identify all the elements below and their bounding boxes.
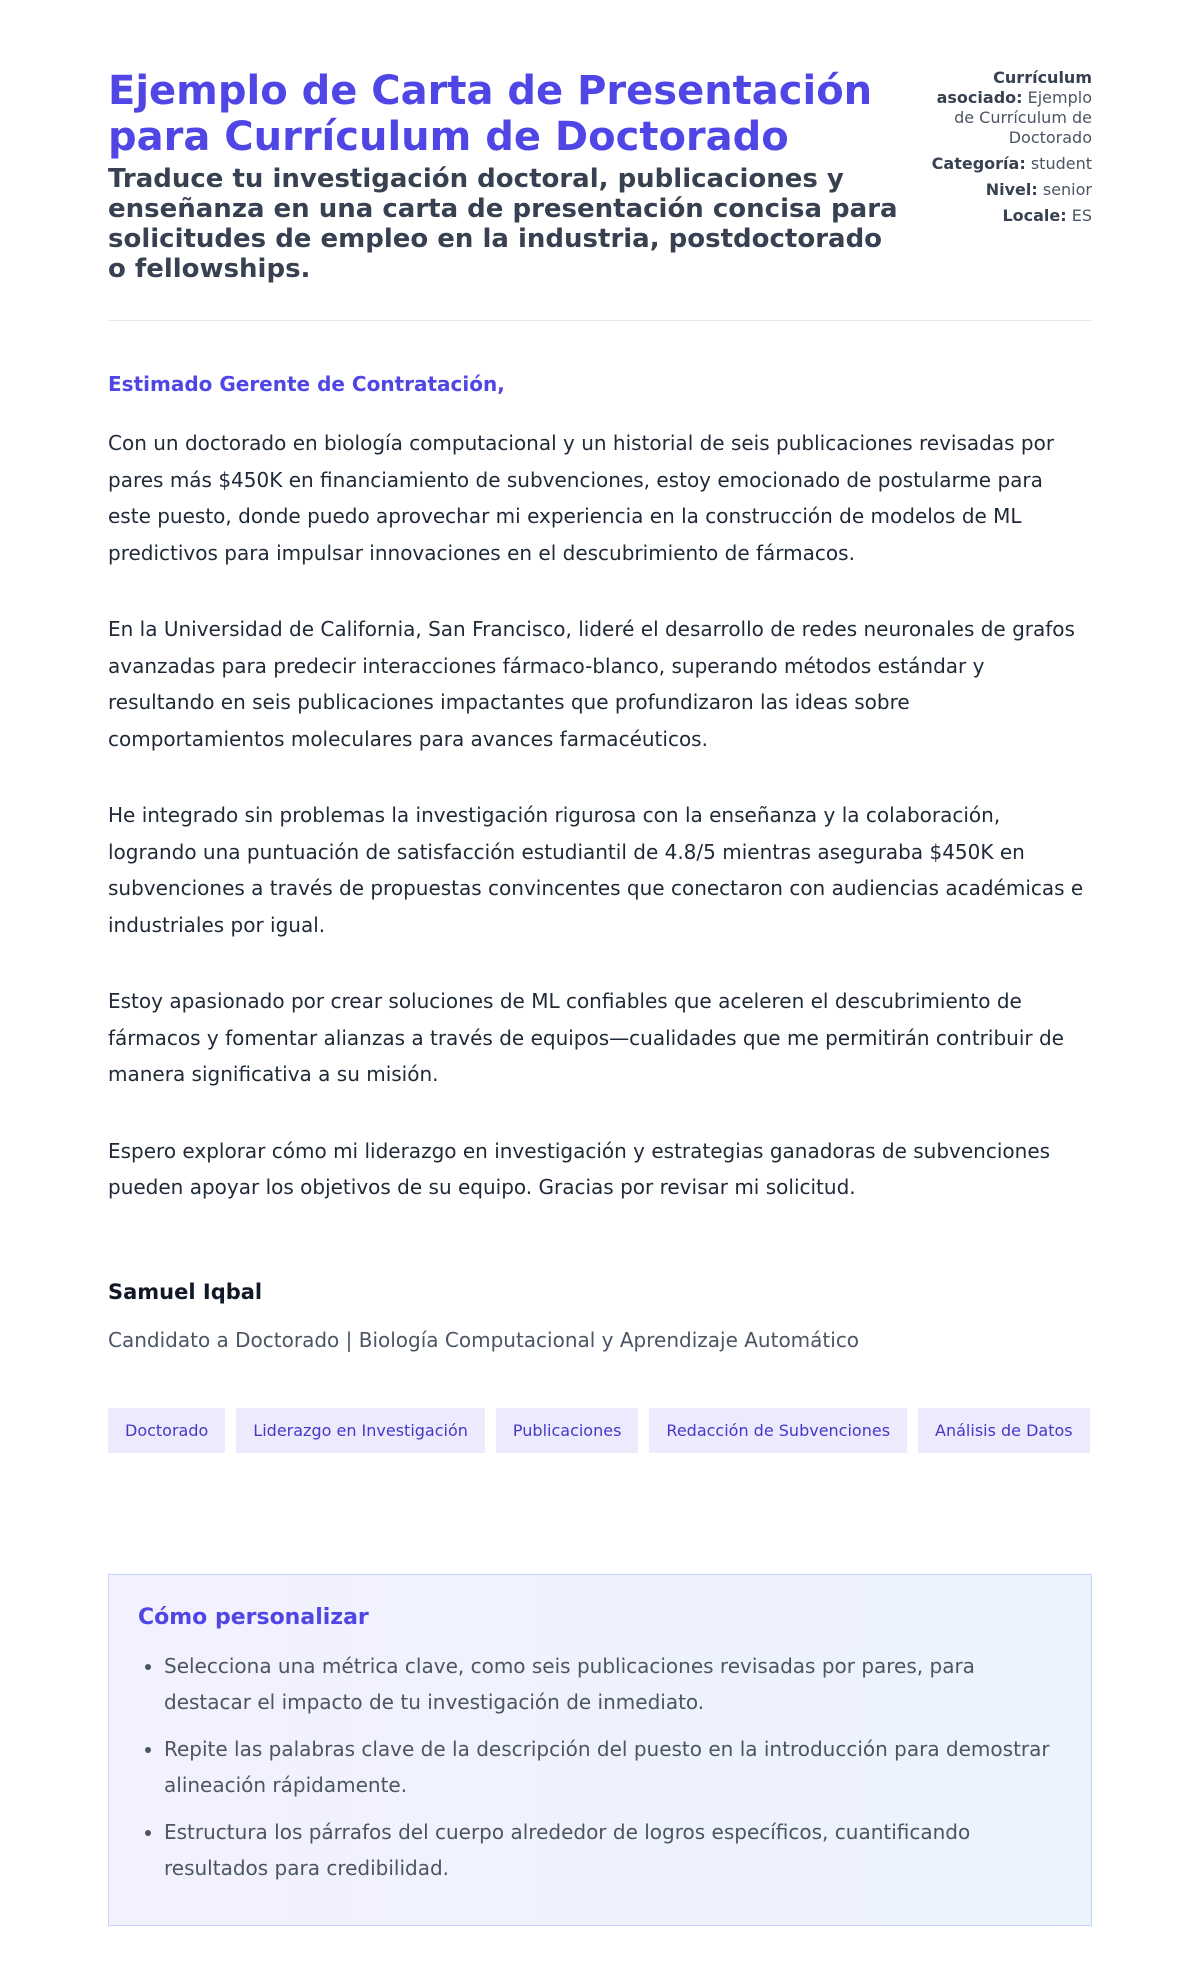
letter-paragraph: He integrado sin problemas la investigación rigurosa con la enseñanza y la colaboración, logrando una puntuación de satisfacción estudiantil de 4.8/5 mientras aseguraba $450K en subvenciones a través de propuestas convincentes que conectaron con audiencias académicas e industriales por igual.	[108, 803, 1084, 937]
signature-name: Samuel Iqbal	[108, 1279, 263, 1304]
tag-list	[108, 1408, 1092, 1453]
customize-tips-box	[108, 1574, 1092, 1926]
meta-panel	[917, 68, 1092, 232]
tips-title: Cómo personalizar	[138, 1605, 369, 1630]
page-header	[108, 68, 1092, 284]
page-title: Ejemplo de Carta de Presentación para Currículum de Doctorado	[108, 68, 873, 160]
tip-item: • Estructura los párrafos del cuerpo alrededor de logros específicos, cuantificando resultados para credibilidad.	[164, 1814, 1062, 1886]
meta-locale-value: ES	[1071, 206, 1092, 225]
tag-chip: Publicaciones	[496, 1408, 639, 1453]
tip-item: • Repite las palabras clave de la descripción del puesto en la introducción para demostrar alineación rápidamente.	[164, 1731, 1062, 1803]
meta-resume-value: Ejemplo de Currículum de Doctorado	[954, 88, 1092, 147]
signature-title: Candidato a Doctorado | Biología Computacional y Aprendizaje Automático	[108, 1327, 860, 1352]
meta-level-value: senior	[1042, 180, 1092, 199]
tag-chip: Redacción de Subvenciones	[649, 1408, 907, 1453]
meta-category-value: student	[1030, 154, 1092, 173]
header-divider	[108, 320, 1092, 321]
meta-locale	[917, 206, 1092, 226]
tag-chip: Liderazgo en Investigación	[236, 1408, 485, 1453]
tag-chip: Doctorado	[108, 1408, 225, 1453]
tip-item: • Selecciona una métrica clave, como seis publicaciones revisadas por pares, para destacar el impacto de tu investigación de inmediato.	[164, 1648, 1062, 1720]
letter-paragraph: En la Universidad de California, San Francisco, lideré el desarrollo de redes neuronales de grafos avanzadas para predecir interacciones fármaco-blanco, superando métodos estándar y resultando en seis publicaciones impactantes que profundizaron las ideas sobre comportamientos moleculares para avances farmacéuticos.	[108, 617, 1075, 751]
tips-list	[138, 1648, 1062, 1886]
letter-greeting: Estimado Gerente de Contratación,	[108, 372, 505, 396]
meta-locale-label: Locale:	[1002, 206, 1067, 225]
letter-paragraph: Espero explorar cómo mi liderazgo en investigación y estrategias ganadoras de subvenciones pueden apoyar los objetivos de su equipo. Gracias por revisar mi solicitud.	[108, 1138, 1051, 1199]
meta-resume	[917, 68, 1092, 148]
letter-paragraph: Estoy apasionado por crear soluciones de ML confiables que aceleren el descubrimiento de fármacos y fomentar alianzas a través de equipos—cualidades que me permitirán contribuir de manera significativa a su misión.	[108, 989, 1064, 1086]
meta-category-label: Categoría:	[931, 154, 1026, 173]
meta-level	[917, 180, 1092, 200]
meta-level-label: Nivel:	[985, 180, 1038, 199]
meta-category	[917, 154, 1092, 174]
page-subtitle: Traduce tu investigación doctoral, publicaciones y enseñanza en una carta de presentación concisa para solicitudes de empleo en la industria, postdoctorado o fellowships.	[108, 164, 898, 284]
letter-body	[108, 371, 1092, 1206]
header-titles	[108, 68, 908, 284]
letter-paragraph: Con un doctorado en biología computacional y un historial de seis publicaciones revisadas por pares más $450K en financiamiento de subvenciones, estoy emocionado de postularme para este puesto, donde puedo aprovechar mi experiencia en la construcción de modelos de ML predictivos para impulsar innovaciones en el descubrimiento de fármacos.	[108, 431, 1055, 565]
tag-chip: Análisis de Datos	[918, 1408, 1090, 1453]
meta-resume-label: Currículum asociado:	[936, 68, 1092, 107]
